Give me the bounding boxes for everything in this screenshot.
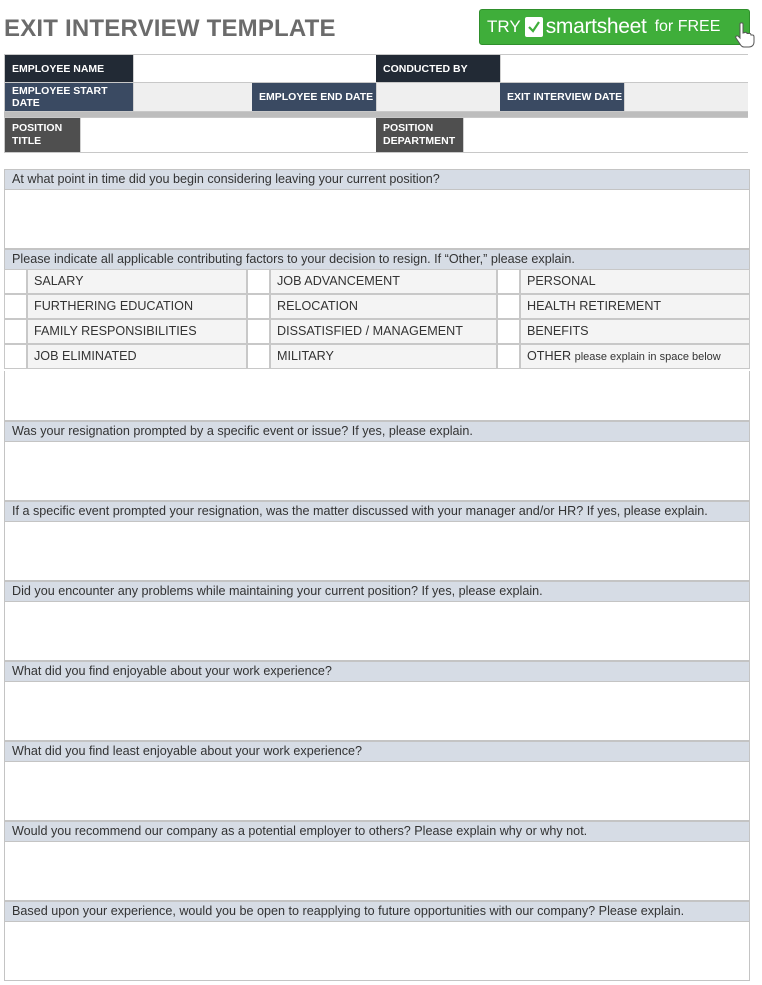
end-date-field[interactable] <box>376 83 500 111</box>
factor-other-note: please explain in space below <box>574 351 721 363</box>
factors-grid <box>4 269 750 371</box>
question-2-text: Please indicate all applicable contributing factors to your decision to resign. If “Other,” please explain. <box>4 249 750 270</box>
factor-checkbox[interactable] <box>497 269 520 294</box>
question-3-answer[interactable] <box>4 442 750 501</box>
question-7-text: What did you find least enjoyable about your work experience? <box>4 741 750 762</box>
question-6-text: What did you find enjoyable about your work experience? <box>4 661 750 682</box>
question-1 <box>4 169 750 249</box>
factor-health-retirement: HEALTH RETIREMENT <box>520 294 750 319</box>
question-4 <box>4 501 750 581</box>
question-5-text: Did you encounter any problems while maintaining your current position? If yes, please explain. <box>4 581 750 602</box>
factor-checkbox[interactable] <box>247 344 270 369</box>
question-3-text: Was your resignation prompted by a specific event or issue? If yes, please explain. <box>4 421 750 442</box>
factor-job-advancement: JOB ADVANCEMENT <box>270 269 497 294</box>
exit-date-field[interactable] <box>624 83 748 111</box>
question-1-text: At what point in time did you begin considering leaving your current position? <box>4 169 750 190</box>
banner-try-text: TRY <box>487 17 521 36</box>
position-title-line1: POSITION <box>12 122 63 134</box>
check-icon <box>525 17 543 37</box>
factor-checkbox[interactable] <box>497 319 520 344</box>
factor-salary: SALARY <box>27 269 247 294</box>
factor-checkbox[interactable] <box>497 344 520 369</box>
page-title: EXIT INTERVIEW TEMPLATE <box>4 15 336 42</box>
question-9-text: Based upon your experience, would you be open to reapplying to future opportunities with our company? Please explain. <box>4 901 750 922</box>
question-9 <box>4 901 750 981</box>
position-department-field[interactable] <box>463 118 748 152</box>
smartsheet-banner[interactable] <box>479 9 750 45</box>
factor-relocation: RELOCATION <box>270 294 497 319</box>
position-department-line1: POSITION <box>383 122 434 134</box>
question-2-answer-wrap <box>4 371 750 421</box>
position-title-label <box>5 118 80 152</box>
factor-checkbox[interactable] <box>247 319 270 344</box>
header-row-1 <box>4 54 748 83</box>
factor-benefits: BENEFITS <box>520 319 750 344</box>
position-department-label <box>376 118 463 152</box>
question-5-answer[interactable] <box>4 602 750 661</box>
position-title-field[interactable] <box>80 118 376 152</box>
question-8-answer[interactable] <box>4 842 750 901</box>
factor-checkbox[interactable] <box>247 269 270 294</box>
exit-date-label: EXIT INTERVIEW DATE <box>500 83 624 111</box>
question-8-text: Would you recommend our company as a potential employer to others? Please explain why or why not. <box>4 821 750 842</box>
factor-checkbox[interactable] <box>4 269 27 294</box>
factor-checkbox[interactable] <box>4 294 27 319</box>
question-7 <box>4 741 750 821</box>
employee-name-label: EMPLOYEE NAME <box>5 55 133 82</box>
factor-checkbox[interactable] <box>247 294 270 319</box>
factor-job-eliminated: JOB ELIMINATED <box>27 344 247 369</box>
end-date-label: EMPLOYEE END DATE <box>252 83 376 111</box>
question-1-answer[interactable] <box>4 190 750 249</box>
factor-checkbox[interactable] <box>4 319 27 344</box>
position-department-line2: DEPARTMENT <box>383 135 456 147</box>
factor-other-label: OTHER <box>527 349 572 363</box>
factor-dissatisfied-management: DISSATISFIED / MANAGEMENT <box>270 319 497 344</box>
employee-name-field[interactable] <box>133 55 376 82</box>
start-date-label: EMPLOYEE START DATE <box>5 83 133 111</box>
hand-cursor-icon <box>733 22 755 53</box>
question-2-answer[interactable] <box>4 371 750 421</box>
question-4-answer[interactable] <box>4 522 750 581</box>
question-5 <box>4 581 750 661</box>
header-row-2 <box>4 83 748 112</box>
question-9-answer[interactable] <box>4 922 750 981</box>
question-6 <box>4 661 750 741</box>
factor-military: MILITARY <box>270 344 497 369</box>
conducted-by-label: CONDUCTED BY <box>376 55 500 82</box>
question-6-answer[interactable] <box>4 682 750 741</box>
question-2 <box>4 249 750 270</box>
question-8 <box>4 821 750 901</box>
banner-brand: smartsheet <box>545 15 647 38</box>
position-title-line2: TITLE <box>12 135 42 147</box>
factor-checkbox[interactable] <box>4 344 27 369</box>
factor-checkbox[interactable] <box>497 294 520 319</box>
header-row-3 <box>4 117 748 153</box>
factor-family-responsibilities: FAMILY RESPONSIBILITIES <box>27 319 247 344</box>
question-4-text: If a specific event prompted your resignation, was the matter discussed with your manager and/or HR? If yes, please explain. <box>4 501 750 522</box>
question-7-answer[interactable] <box>4 762 750 821</box>
factor-personal: PERSONAL <box>520 269 750 294</box>
factor-furthering-education: FURTHERING EDUCATION <box>27 294 247 319</box>
factor-other <box>520 344 750 369</box>
conducted-by-field[interactable] <box>500 55 748 82</box>
question-3 <box>4 421 750 501</box>
start-date-field[interactable] <box>133 83 252 111</box>
banner-free-text: for FREE <box>654 18 721 35</box>
